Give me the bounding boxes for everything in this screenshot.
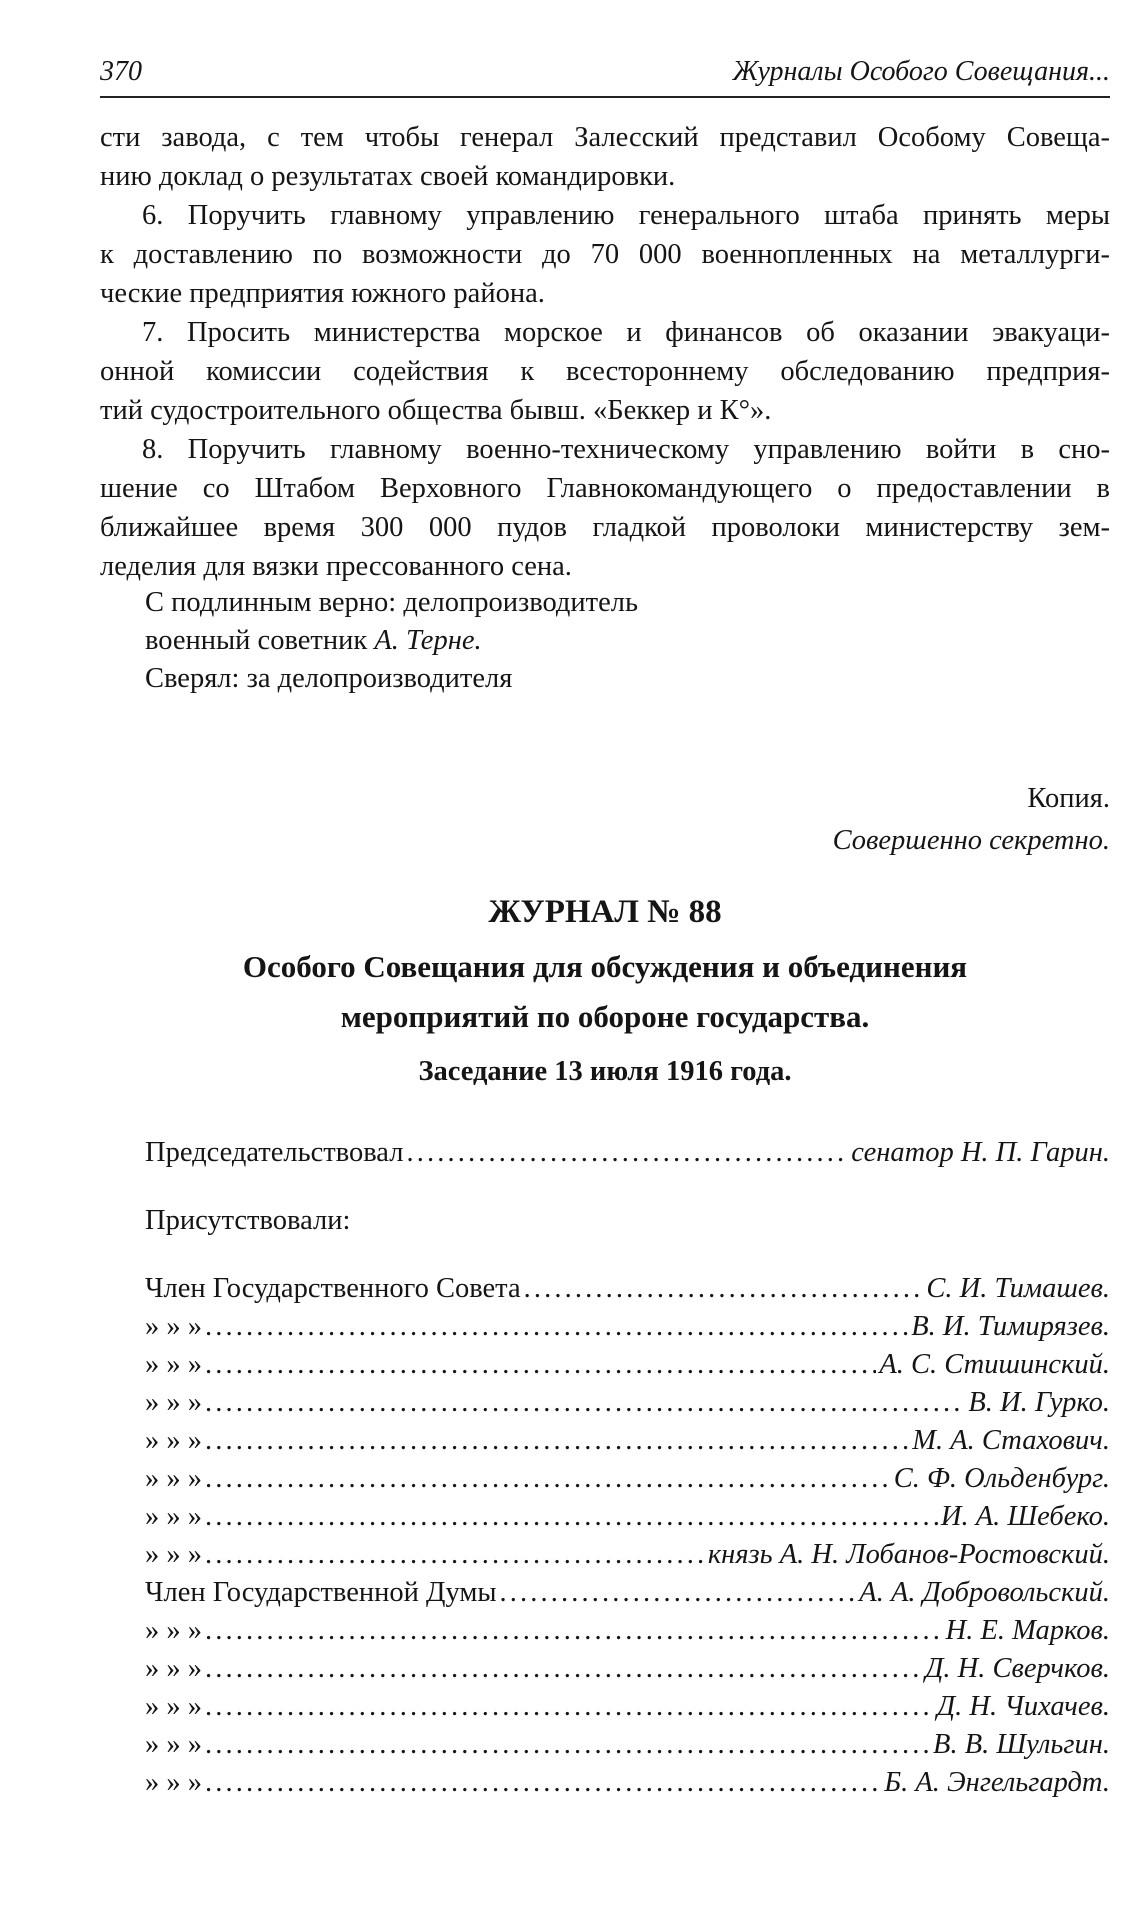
body-line: тий судостроительного общества бывш. «Беккер и К°». xyxy=(100,395,772,426)
member-name: В. И. Тимирязев. xyxy=(911,1311,1110,1342)
dot-leader xyxy=(205,1384,965,1422)
dot-leader xyxy=(205,1498,938,1536)
spacer xyxy=(145,1172,1110,1202)
chair-row xyxy=(145,1134,1110,1172)
signature-line-2 xyxy=(145,622,1110,660)
duma-row xyxy=(145,1612,1110,1650)
ditto-mark: » » » xyxy=(145,1311,202,1342)
dot-leader xyxy=(205,1536,705,1574)
body-line: 8. Поручить главному военно-техническому управлению войти в сно- xyxy=(142,434,1110,465)
chair-label: Председательствовал xyxy=(145,1137,404,1168)
duma-row xyxy=(145,1726,1110,1764)
ditto-mark: » » » xyxy=(145,1615,202,1646)
attendance-roster xyxy=(145,1134,1110,1802)
signature-name: А. Терне. xyxy=(374,625,482,656)
running-title: Журналы Особого Совещания... xyxy=(732,56,1110,87)
dot-leader xyxy=(205,1612,943,1650)
dot-leader xyxy=(205,1726,930,1764)
member-name: Д. Н. Чихачев. xyxy=(937,1691,1110,1722)
journal-title: ЖУРНАЛ № 88 xyxy=(488,894,722,930)
body-text xyxy=(100,118,1110,586)
council-label: Член Государственного Совета xyxy=(145,1273,521,1304)
member-name: С. Ф. Ольденбург. xyxy=(893,1463,1110,1494)
dot-leader xyxy=(406,1134,848,1172)
ditto-mark: » » » xyxy=(145,1729,202,1760)
chair-name: сенатор Н. П. Гарин. xyxy=(851,1137,1110,1168)
member-name: В. И. Гурко. xyxy=(968,1387,1110,1418)
member-name: И. А. Шебеко. xyxy=(940,1501,1110,1532)
ditto-mark: » » » xyxy=(145,1501,202,1532)
member-name: С. И. Тимашев. xyxy=(926,1273,1110,1304)
dot-leader xyxy=(205,1308,908,1346)
dot-leader xyxy=(205,1650,922,1688)
ditto-mark: » » » xyxy=(145,1767,202,1798)
member-name: В. В. Шульгин. xyxy=(933,1729,1110,1760)
signature-block xyxy=(145,584,1110,698)
header-rule xyxy=(100,96,1110,98)
council-row xyxy=(145,1270,1110,1308)
duma-row xyxy=(145,1764,1110,1802)
duma-row xyxy=(145,1574,1110,1612)
council-row xyxy=(145,1422,1110,1460)
ditto-mark: » » » xyxy=(145,1653,202,1684)
journal-subtitle xyxy=(100,942,1110,1042)
member-name: Н. Е. Марков. xyxy=(945,1615,1110,1646)
dot-leader xyxy=(205,1346,876,1384)
council-row xyxy=(145,1308,1110,1346)
body-line: шение со Штабом Верховного Главнокомандующего о предоставлении в xyxy=(100,473,1110,504)
body-line: ческие предприятия южного района. xyxy=(100,278,545,309)
dot-leader xyxy=(205,1688,934,1726)
signature-line-1: С подлинным верно: делопроизводитель xyxy=(145,587,638,618)
journal-subtitle-line-1: Особого Совещания для обсуждения и объединения xyxy=(242,949,968,984)
signature-title: военный советник xyxy=(145,625,375,656)
body-line: сти завода, с тем чтобы генерал Залесский представил Особому Совеща- xyxy=(100,122,1110,153)
dot-leader xyxy=(205,1460,891,1498)
body-line: к доставлению по возможности до 70 000 военнопленных на металлурги- xyxy=(100,239,1110,270)
member-name: князь А. Н. Лобанов-Ростовский. xyxy=(707,1539,1110,1570)
member-name: А. С. Стишинский. xyxy=(879,1349,1110,1380)
body-line: 6. Поручить главному управлению генерального штаба принять меры xyxy=(142,200,1110,231)
ditto-mark: » » » xyxy=(145,1349,202,1380)
council-row xyxy=(145,1498,1110,1536)
body-line: нию доклад о результатах своей командировки. xyxy=(100,161,676,192)
running-header xyxy=(100,52,1110,92)
body-line: леделия для вязки прессованного сена. xyxy=(100,551,572,582)
body-line: ближайшее время 300 000 пудов гладкой проволоки министерству зем- xyxy=(100,512,1110,543)
dot-leader xyxy=(205,1422,909,1460)
ditto-mark: » » » xyxy=(145,1463,202,1494)
signature-line-3: Сверял: за делопроизводителя xyxy=(145,663,513,694)
dot-leader xyxy=(205,1764,881,1802)
member-name: Д. Н. Сверчков. xyxy=(925,1653,1110,1684)
spacer xyxy=(145,1240,1110,1270)
copy-mark: Копия. xyxy=(1027,783,1110,814)
member-name: А. А. Добровольский. xyxy=(859,1577,1110,1608)
member-name: М. А. Стахович. xyxy=(912,1425,1110,1456)
duma-row xyxy=(145,1688,1110,1726)
page-number: 370 xyxy=(100,56,142,87)
ditto-mark: » » » xyxy=(145,1387,202,1418)
council-row xyxy=(145,1536,1110,1574)
council-row xyxy=(145,1384,1110,1422)
duma-label: Член Государственной Думы xyxy=(145,1577,497,1608)
dot-leader xyxy=(524,1270,924,1308)
duma-row xyxy=(145,1650,1110,1688)
journal-subtitle-line-2: мероприятий по обороне государства. xyxy=(340,999,870,1034)
secret-mark: Совершенно секретно. xyxy=(832,825,1110,856)
body-line: 7. Просить министерства морское и финансов об оказании эвакуаци- xyxy=(142,317,1110,348)
dot-leader xyxy=(500,1574,857,1612)
council-row xyxy=(145,1460,1110,1498)
present-label: Присутствовали: xyxy=(145,1205,351,1236)
council-row xyxy=(145,1346,1110,1384)
ditto-mark: » » » xyxy=(145,1691,202,1722)
member-name: Б. А. Энгельгардт. xyxy=(884,1767,1110,1798)
ditto-mark: » » » xyxy=(145,1425,202,1456)
body-line: онной комиссии содействия к всестороннему обследованию предприя- xyxy=(100,356,1110,387)
ditto-mark: » » » xyxy=(145,1539,202,1570)
session-date: Заседание 13 июля 1916 года. xyxy=(418,1056,792,1087)
